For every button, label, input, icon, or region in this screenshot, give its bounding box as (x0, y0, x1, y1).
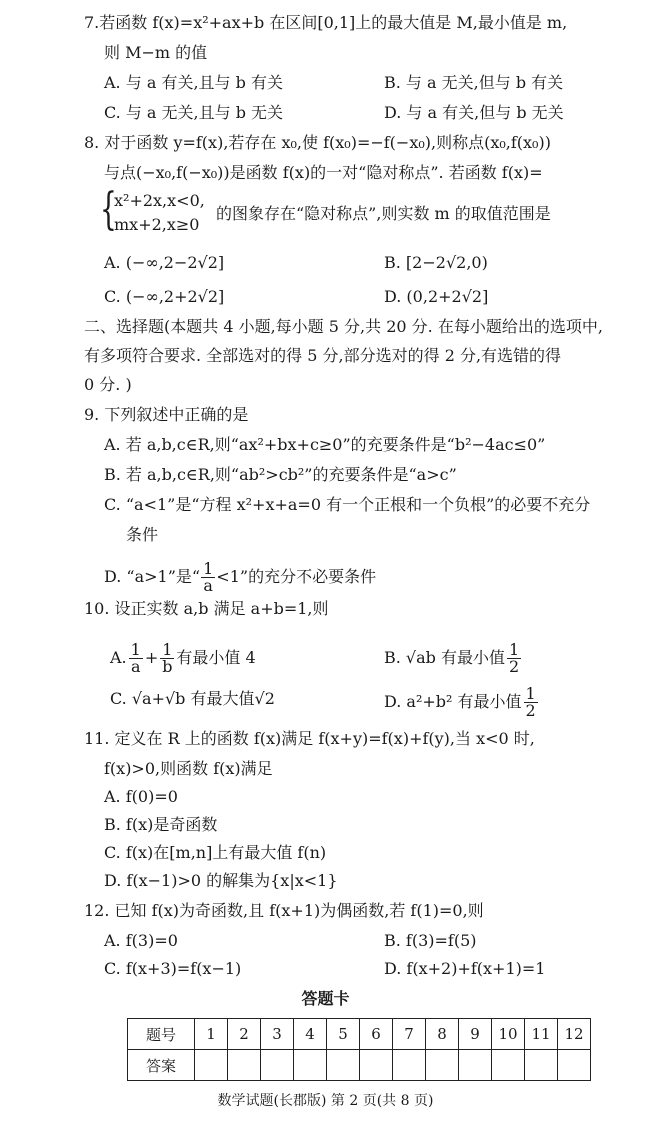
answer-card-row-label: 题号 (128, 1019, 195, 1050)
answer-cell[interactable] (195, 1050, 228, 1081)
section-2-text-1: 二、选择题(本题共 4 小题,每小题 5 分,共 20 分. 在每小题给出的选项中, (84, 317, 603, 336)
question-number-cell: 3 (261, 1019, 294, 1050)
answer-cell[interactable] (558, 1050, 591, 1081)
q12-option-d: D. f(x+2)+f(x+1)=1 (384, 959, 546, 978)
q10-d-text: D. a²+b² 有最小值 (384, 692, 522, 711)
q9-option-d (104, 561, 376, 594)
q11-stem-line1: 11. 定义在 R 上的函数 f(x)满足 f(x+y)=f(x)+f(y),当 x<0 时, (84, 729, 535, 748)
q12-stem: 12. 已知 f(x)为奇函数,且 f(x+1)为偶函数,若 f(1)=0,则 (84, 901, 484, 920)
answer-card-title: 答题卡 (301, 989, 350, 1008)
q8-case-2: mx+2,x≥0 (114, 215, 200, 234)
q9-d-prefix: D. “a>1”是“ (104, 567, 201, 586)
q8-stem-line1: 8. 对于函数 y=f(x),若存在 x₀,使 f(x₀)=−f(−x₀),则称点(x₀,f(x₀)) (84, 133, 551, 152)
q10-b-num: 1 (509, 640, 520, 659)
answer-card-answer-row (128, 1050, 591, 1081)
answer-cell[interactable] (459, 1050, 492, 1081)
q11-option-b: B. f(x)是奇函数 (104, 815, 218, 834)
q10-b-text: B. √ab 有最小值 (384, 648, 505, 667)
q7-option-b: B. 与 a 无关,但与 b 有关 (384, 73, 564, 92)
q8-option-b: B. [2−2√2,0) (384, 253, 488, 272)
answer-card-answer-label: 答案 (128, 1050, 195, 1081)
question-number-cell: 12 (558, 1019, 591, 1050)
q10-a-frac2-den: b (162, 657, 173, 676)
q10-a-label: A. (110, 648, 127, 667)
piecewise-brace: { (100, 184, 117, 235)
section-2-heading-line3: 0 分. ) (84, 375, 132, 394)
question-number-cell: 4 (294, 1019, 327, 1050)
q9-option-b: B. 若 a,b,c∈R,则“ab²>cb²”的充要条件是“a>c” (104, 465, 457, 484)
answer-cell[interactable] (228, 1050, 261, 1081)
answer-cell[interactable] (360, 1050, 393, 1081)
question-number-cell: 9 (459, 1019, 492, 1050)
q9-option-a: A. 若 a,b,c∈R,则“ax²+bx+c≥0”的充要条件是“b²−4ac≤0” (104, 435, 546, 454)
answer-cell[interactable] (492, 1050, 525, 1081)
q10-b-den: 2 (509, 657, 520, 676)
question-number-cell: 10 (492, 1019, 525, 1050)
q10-stem: 10. 设正实数 a,b 满足 a+b=1,则 (84, 599, 329, 618)
q7-option-d: D. 与 a 有关,但与 b 无关 (384, 103, 564, 122)
question-number-cell: 6 (360, 1019, 393, 1050)
q8-stem-line2: 与点(−x₀,f(−x₀))是函数 f(x)的一对“隐对称点”. 若函数 f(x)= (104, 163, 543, 182)
q7-option-a: A. 与 a 有关,且与 b 有关 (104, 73, 283, 92)
q10-a-frac2 (160, 642, 174, 675)
q10-option-d (384, 686, 540, 719)
q7-stem-line2: 则 M−m 的值 (104, 43, 208, 62)
q8-option-d: D. (0,2+2√2] (384, 287, 489, 306)
section-2-heading-line2: 有多项符合要求. 全部选对的得 5 分,部分选对的得 2 分,有选错的得 (84, 346, 562, 365)
q10-a-frac1 (129, 642, 143, 675)
q10-option-a (110, 642, 256, 675)
q8-stem-line3: 的图象存在“隐对称点”,则实数 m 的取值范围是 (216, 204, 551, 223)
q11-stem-line2: f(x)>0,则函数 f(x)满足 (104, 759, 273, 778)
q10-a-frac1-den: a (130, 657, 141, 676)
q7-stem-line1: 7.若函数 f(x)=x²+ax+b 在区间[0,1]上的最大值是 M,最小值是 m, (84, 13, 568, 32)
q10-d-fraction (524, 686, 538, 719)
answer-cell[interactable] (294, 1050, 327, 1081)
q11-option-c: C. f(x)在[m,n]上有最大值 f(n) (104, 843, 327, 862)
answer-cell[interactable] (261, 1050, 294, 1081)
q12-option-b: B. f(3)=f(5) (384, 931, 477, 950)
q10-a-text: 有最小值 4 (176, 648, 256, 667)
answer-cell[interactable] (525, 1050, 558, 1081)
question-number-cell: 2 (228, 1019, 261, 1050)
q9-d-denominator: a (203, 576, 213, 595)
q12-option-c: C. f(x+3)=f(x−1) (104, 959, 242, 978)
q10-option-c: C. √a+√b 有最大值√2 (110, 689, 275, 708)
q10-a-plus: + (144, 648, 159, 667)
question-number-cell: 5 (327, 1019, 360, 1050)
answer-cell[interactable] (426, 1050, 459, 1081)
answer-cell[interactable] (327, 1050, 360, 1081)
answer-card-number-row (128, 1019, 591, 1050)
q11-option-a: A. f(0)=0 (104, 787, 178, 806)
page-footer: 数学试题(长郡版) 第 2 页(共 8 页) (217, 1093, 434, 1109)
q10-d-den: 2 (525, 701, 536, 720)
q9-option-c-line2: 条件 (126, 525, 159, 544)
question-number-cell: 8 (426, 1019, 459, 1050)
q10-a-frac1-num: 1 (130, 640, 141, 659)
q8-case-1: x²+2x,x<0, (114, 191, 205, 210)
q10-option-b (384, 642, 523, 675)
q10-a-frac2-num: 1 (162, 640, 173, 659)
q9-d-fraction (201, 561, 215, 594)
answer-card-table (127, 1018, 591, 1081)
q9-d-suffix: <1”的充分不必要条件 (216, 567, 377, 586)
q12-option-a: A. f(3)=0 (104, 931, 178, 950)
q9-stem: 9. 下列叙述中正确的是 (84, 405, 249, 424)
question-number-cell: 7 (393, 1019, 426, 1050)
q8-option-a: A. (−∞,2−2√2] (104, 253, 225, 272)
q9-d-numerator: 1 (203, 559, 214, 578)
question-number-cell: 1 (195, 1019, 228, 1050)
q10-b-fraction (507, 642, 521, 675)
q11-option-d: D. f(x−1)>0 的解集为{x|x<1} (104, 871, 338, 890)
q8-option-c: C. (−∞,2+2√2] (104, 287, 225, 306)
section-2-heading-line1 (84, 316, 603, 338)
q9-option-c-line1: C. “a<1”是“方程 x²+x+a=0 有一个正根和一个负根”的必要不充分 (104, 495, 591, 514)
q7-option-c: C. 与 a 无关,且与 b 无关 (104, 103, 284, 122)
answer-cell[interactable] (393, 1050, 426, 1081)
q10-d-num: 1 (525, 684, 536, 703)
question-number-cell: 11 (525, 1019, 558, 1050)
